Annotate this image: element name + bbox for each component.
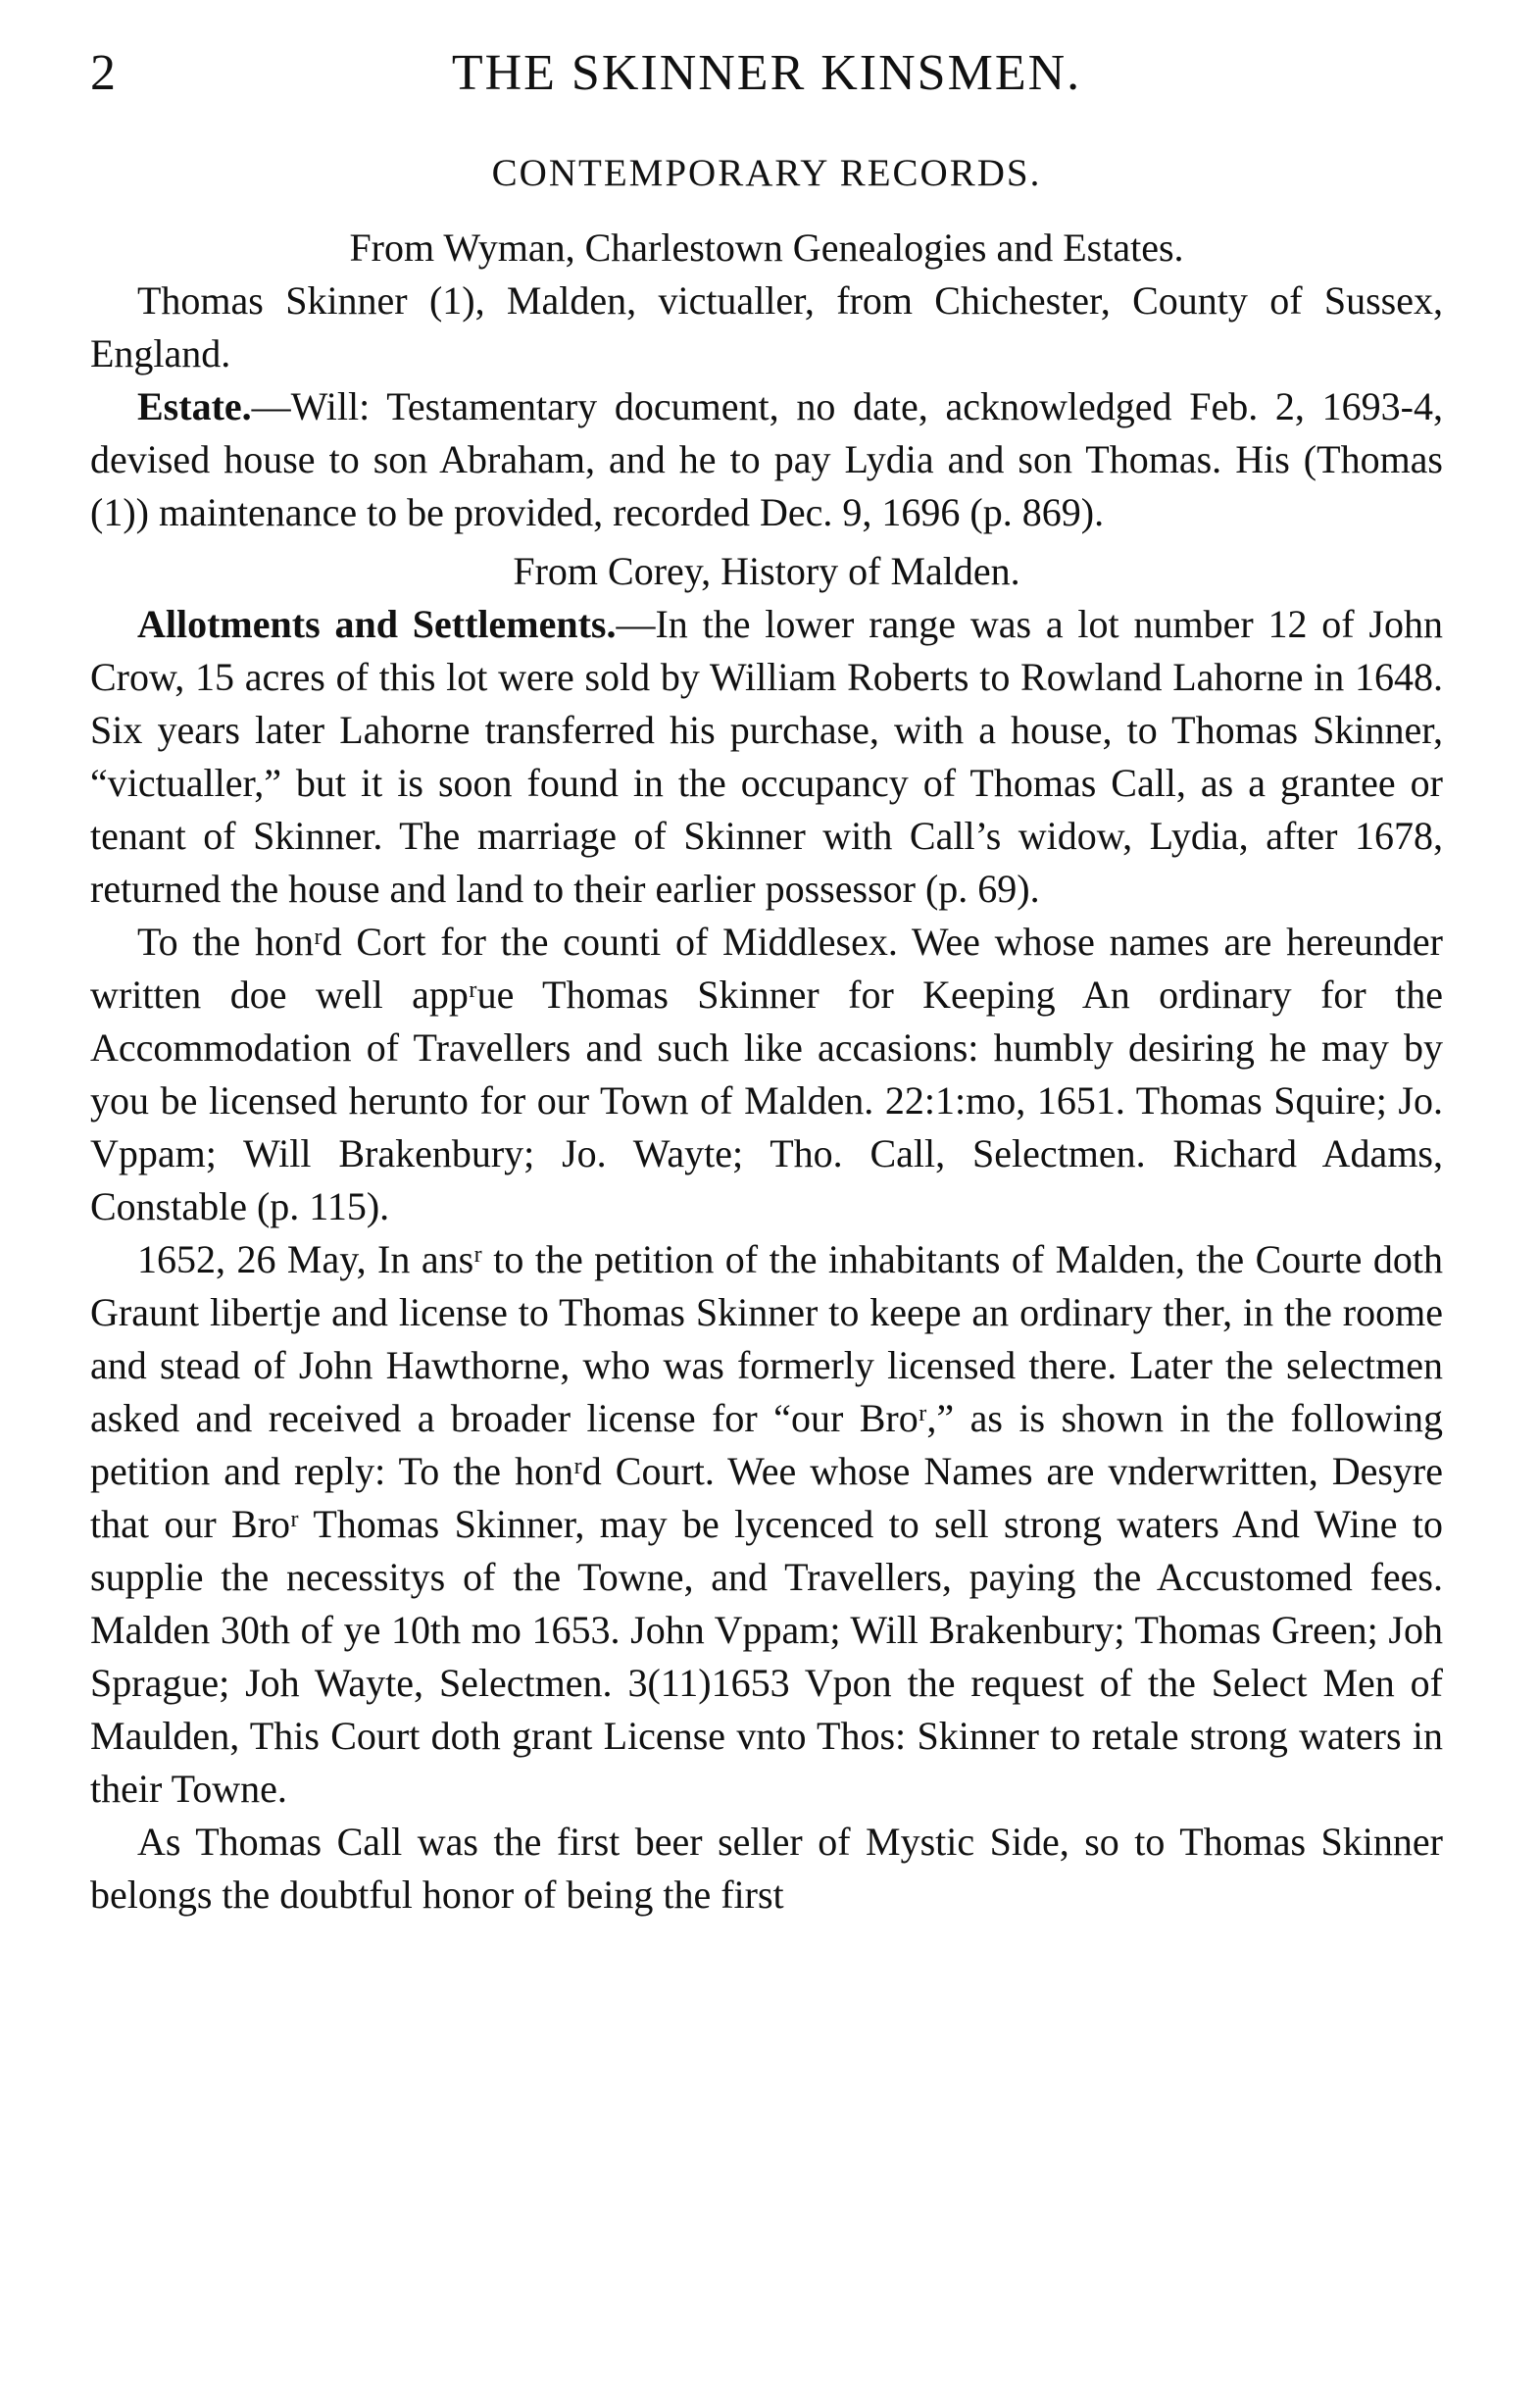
source-wyman: From Wyman, Charlestown Genealogies and Estates. bbox=[349, 225, 1184, 270]
paragraph-text: —Will: Testamentary document, no date, acknowledged Feb. 2, 1693-4, devised house to son Abraham, and he to pay Lydia and son Thomas. His (Thomas (1)) maintenance to be provided, recorded Dec. 9, 1696 (p. 869). bbox=[90, 384, 1443, 534]
paragraph-text: As Thomas Call was the first beer seller of Mystic Side, so to Thomas Skinner belongs the doubtful honor of being the first bbox=[90, 1820, 1443, 1917]
paragraph-text: To the honʳd Cort for the counti of Middlesex. Wee whose names are hereunder written doe well appʳue Thomas Skinner for Keeping An ordinary for the Accommodation of Travellers and such like accasions: humbly desiring he may by you be licensed herunto for our Town of Malden. 22:1:mo, 1651. Thomas Squire; Jo. Vppam; Will Brakenbury; Jo. Wayte; Tho. Call, Selectmen. Richard Adams, Constable (p. 115). bbox=[90, 920, 1443, 1228]
paragraph-thomas-skinner bbox=[90, 275, 1443, 380]
paragraph-text: —In the lower range was a lot number 12 of John Crow, 15 acres of this lot were sold by William Roberts to Rowland Lahorne in 1648. Six years later Lahorne transferred his purchase, with a house, to Thomas Skinner, “victualler,” but it is soon found in the occupancy of Thomas Call, as a grantee or tenant of Skinner. The marriage of Skinner with Call’s widow, Lydia, after 1678, returned the house and land to their earlier possessor (p. 69). bbox=[90, 602, 1443, 911]
paragraph-lead-estate: Estate. bbox=[137, 384, 252, 428]
page-number: 2 bbox=[90, 45, 116, 101]
paragraph-lead-allotments: Allotments and Settlements. bbox=[137, 602, 617, 646]
paragraph-text: 1652, 26 May, In ansʳ to the petition of the inhabitants of Malden, the Courte doth Graunt libertje and license to Thomas Skinner to keepe an ordinary ther, in the roome and stead of John Hawthorne, who was formerly licensed there. Later the selectmen asked and received a broader license for “our Broʳ,” as is shown in the following petition and reply: To the honʳd Court. Wee whose Names are vnderwritten, Desyre that our Broʳ Thomas Skinner, may be lycenced to sell strong waters And Wine to supplie the necessitys of the Towne, and Travellers, paying the Accustomed fees. Malden 30th of ye 10th mo 1653. John Vppam; Will Brakenbury; Thomas Green; Joh Sprague; Joh Wayte, Selectmen. 3(11)1653 Vpon the request of the Select Men of Maulden, This Court doth grant License vnto Thos: Skinner to retale strong waters in their Towne. bbox=[90, 1237, 1443, 1811]
paragraph-estate bbox=[90, 380, 1443, 539]
paragraph-license-1652 bbox=[90, 1233, 1443, 1816]
paragraph-text: Thomas Skinner (1), Malden, victualler, from Chichester, County of Sussex, England. bbox=[90, 278, 1443, 375]
paragraph-beer-seller bbox=[90, 1816, 1443, 1922]
paragraph-petition-1651 bbox=[90, 916, 1443, 1233]
document-page bbox=[90, 39, 1443, 2372]
source-corey: From Corey, History of Malden. bbox=[513, 549, 1020, 593]
paragraph-allotments bbox=[90, 598, 1443, 916]
running-title: THE SKINNER KINSMEN. bbox=[451, 45, 1082, 101]
section-title: CONTEMPORARY RECORDS. bbox=[491, 152, 1042, 194]
running-head bbox=[90, 39, 1443, 108]
